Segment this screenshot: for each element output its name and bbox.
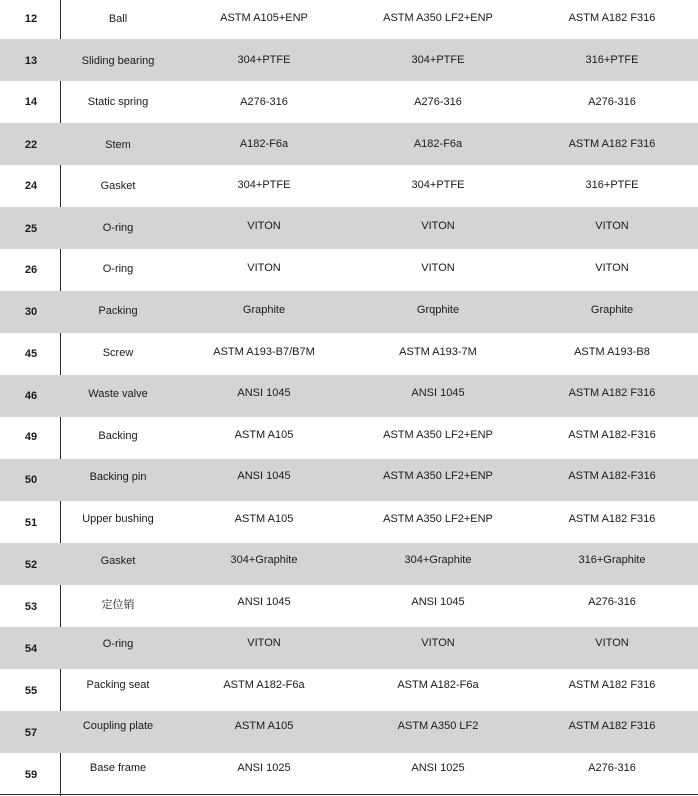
part-name: Packing seat [86,679,150,691]
table-row [0,249,698,291]
material-col-2: 304+Graphite [404,554,472,566]
part-number: 55 [24,685,38,697]
table-row [0,543,698,585]
material-col-2: ASTM A350 LF2+ENP [383,429,493,441]
material-col-3: A276-316 [588,762,636,774]
table-row [0,585,698,627]
material-col-3: ASTM A182 F316 [568,720,656,732]
material-col-1: VITON [247,220,281,232]
material-col-2: VITON [421,220,455,232]
part-name: Packing [98,305,138,317]
material-col-1: ASTM A193-B7/B7M [213,346,315,358]
table-row [0,417,698,459]
part-number: 24 [24,180,38,192]
part-number: 59 [24,769,38,781]
part-number: 52 [24,559,38,571]
material-col-2: A276-316 [414,96,462,108]
part-name: Screw [102,347,134,359]
material-col-1: ANSI 1045 [237,596,291,608]
material-col-1: ASTM A182-F6a [223,679,305,691]
material-col-1: Graphite [242,304,286,316]
part-name: Gasket [100,180,136,192]
material-col-1: A276-316 [240,96,288,108]
material-col-3: 316+PTFE [585,179,639,191]
material-col-3: ASTM A182 F316 [568,138,656,150]
material-col-1: ASTM A105 [234,720,294,732]
material-col-1: ASTM A105+ENP [220,12,308,24]
material-col-2: 304+PTFE [411,179,465,191]
material-col-3: ASTM A182 F316 [568,12,656,24]
part-number: 45 [24,348,38,360]
material-col-2: ANSI 1045 [411,387,465,399]
material-col-2: Grqphite [416,304,460,316]
part-number: 53 [24,601,38,613]
table-row [0,375,698,417]
material-col-2: ASTM A350 LF2+ENP [383,12,493,24]
material-col-3: ASTM A182-F316 [568,470,656,482]
part-number: 22 [24,139,38,151]
part-name: Upper bushing [82,513,154,525]
part-number: 49 [24,431,38,443]
material-col-1: A182-F6a [239,138,289,150]
table-bottom-border [0,794,698,795]
material-col-2: 304+PTFE [411,54,465,66]
part-name: Static spring [87,96,149,108]
part-name: O-ring [102,222,134,234]
material-col-3: ASTM A182 F316 [568,513,656,525]
material-col-2: ASTM A350 LF2+ENP [383,470,493,482]
part-number: 30 [24,306,38,318]
material-col-3: A276-316 [588,96,636,108]
material-col-2: A182-F6a [413,138,463,150]
material-col-3: VITON [595,637,629,649]
material-col-1: ANSI 1045 [237,470,291,482]
part-number: 50 [24,474,38,486]
part-name: O-ring [102,638,134,650]
table-row [0,669,698,711]
material-col-3: A276-316 [588,596,636,608]
table-row [0,501,698,543]
material-col-2: ANSI 1025 [411,762,465,774]
table-row [0,81,698,123]
part-name: Stem [105,139,131,151]
material-col-1: ASTM A105 [234,429,294,441]
material-col-3: VITON [595,220,629,232]
material-col-1: VITON [247,637,281,649]
table-row [0,711,698,753]
part-number: 25 [24,223,38,235]
part-name: Backing [98,430,138,442]
part-name: Backing pin [89,471,147,483]
part-number: 46 [24,390,38,402]
material-col-2: ASTM A182-F6a [397,679,479,691]
table-row [0,333,698,375]
material-col-3: VITON [595,262,629,274]
material-col-1: 304+PTFE [237,179,291,191]
part-number: 57 [24,727,38,739]
material-col-1: VITON [247,262,281,274]
material-col-1: ANSI 1045 [237,387,291,399]
table-row [0,123,698,165]
part-number: 51 [24,517,38,529]
part-number: 12 [24,13,38,25]
material-col-1: ASTM A105 [234,513,294,525]
part-number: 54 [24,643,38,655]
table-row [0,459,698,501]
part-name: Base frame [89,762,147,774]
material-col-3: Graphite [590,304,634,316]
material-col-3: ASTM A193-B8 [574,346,650,358]
part-name: Sliding bearing [81,55,155,67]
material-col-2: VITON [421,262,455,274]
material-col-3: 316+Graphite [578,554,646,566]
material-col-1: 304+Graphite [230,554,298,566]
material-col-3: 316+PTFE [585,54,639,66]
part-name: Ball [108,13,128,25]
part-number: 13 [24,55,38,67]
material-col-3: ASTM A182-F316 [568,429,656,441]
part-name: 定位销 [101,599,135,611]
part-number: 14 [24,96,38,108]
material-col-3: ASTM A182 F316 [568,679,656,691]
material-col-2: ASTM A350 LF2+ENP [383,513,493,525]
material-col-2: ASTM A350 LF2 [397,720,479,732]
material-col-2: ANSI 1045 [411,596,465,608]
table-row [0,0,698,38]
table-row [0,291,698,333]
table-row [0,165,698,207]
part-name: Gasket [100,555,136,567]
table-row [0,753,698,795]
material-col-1: ANSI 1025 [237,762,291,774]
material-col-2: VITON [421,637,455,649]
part-name: O-ring [102,263,134,275]
part-name: Coupling plate [82,720,154,732]
table-row [0,207,698,249]
part-number: 26 [24,264,38,276]
part-name: Waste valve [88,388,148,400]
material-col-1: 304+PTFE [237,54,291,66]
table-row [0,627,698,669]
material-col-3: ASTM A182 F316 [568,387,656,399]
material-col-2: ASTM A193-7M [399,346,477,358]
table-row [0,39,698,81]
